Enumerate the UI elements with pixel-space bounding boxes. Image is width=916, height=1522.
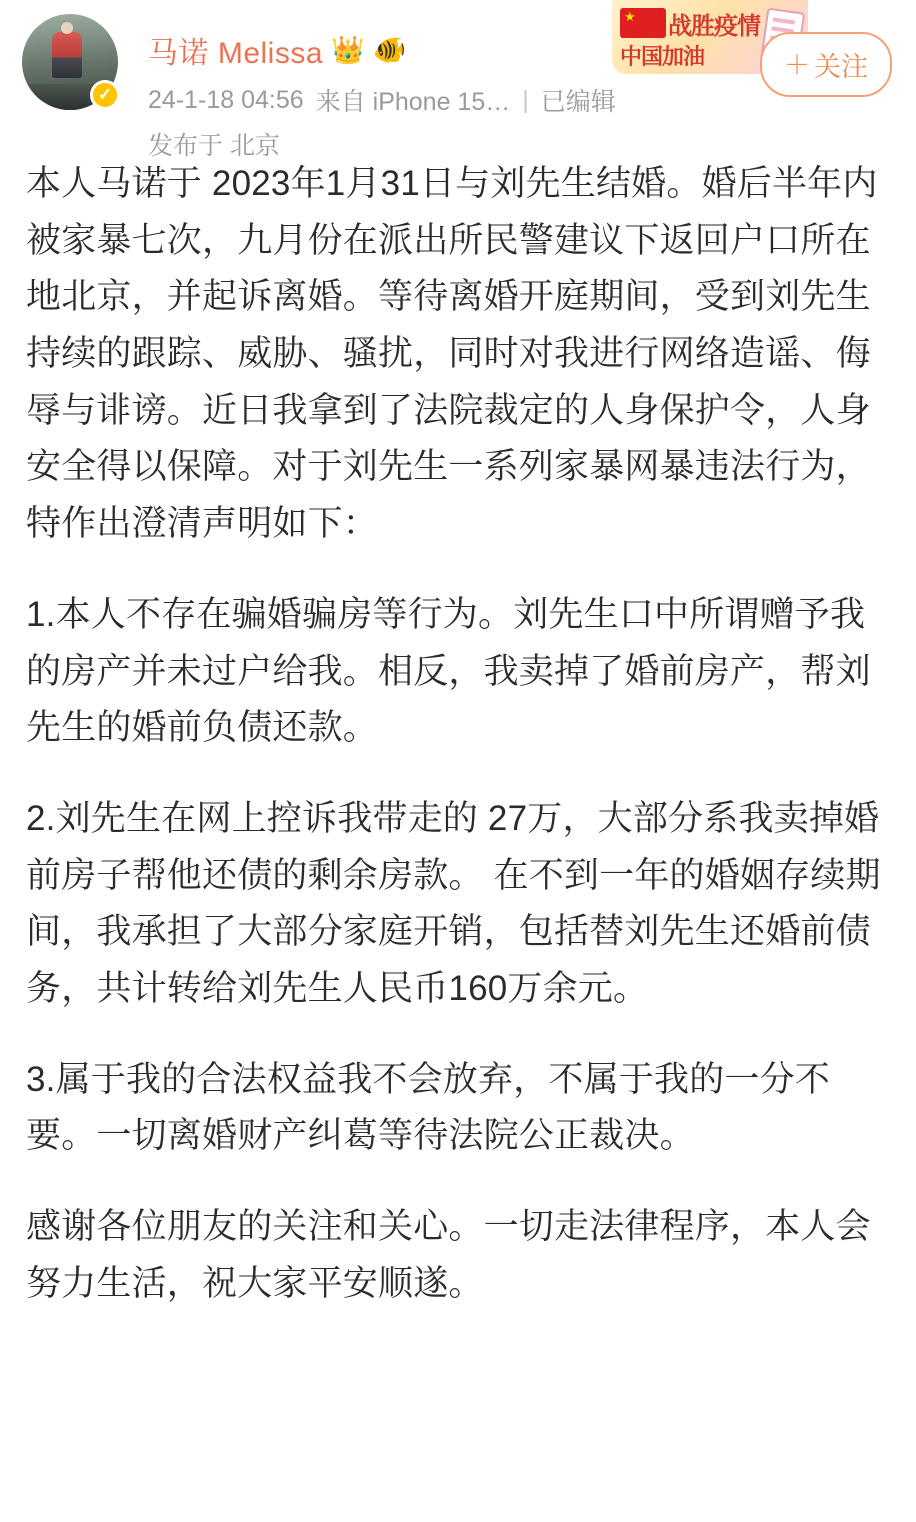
post-paragraph: 感谢各位朋友的关注和关心。一切走法律程序，本人会努力生活，祝大家平安顺遂。 <box>26 1207 871 1303</box>
follow-button-label: 关注 <box>814 52 868 82</box>
post-source[interactable]: 来自 iPhone 15… <box>315 88 511 116</box>
post-header <box>0 0 916 160</box>
meta-divider: | <box>522 85 529 114</box>
post-paragraph: 2.刘先生在网上控诉我带走的 27万，大部分系我卖掉婚前房子帮他还债的剩余房款。 在不到一年的婚姻存续期间，我承担了大部分家庭开销，包括替刘先生还婚前债务，共计转给刘先生人民币160万余元。 <box>26 798 881 1008</box>
crown-emoji-icon: 👑 <box>331 34 365 65</box>
verified-badge-icon: ✓ <box>90 80 120 110</box>
campaign-sticker-line2: 中国加油 <box>620 44 705 69</box>
plus-icon: ＋ <box>783 49 810 80</box>
post-edited-label: 已编辑 <box>540 88 616 116</box>
campaign-sticker-line1: 战胜疫情 <box>668 13 760 40</box>
post-paragraph: 本人马诺于 2023年1月31日与刘先生结婚。婚后半年内被家暴七次，九月份在派出所民警建议下返回户口所在地北京，并起诉离婚。等待离婚开庭期间，受到刘先生持续的跟踪、威胁、骚扰，同时对我进行网络造谣、侮辱与诽谤。近日我拿到了法院裁定的人身保护令，人身安全得以保障。对于刘先生一系列家暴网暴违法行为，特作出澄清声明如下： <box>26 164 878 544</box>
post-timestamp: 24-1-18 04:56 <box>148 85 304 114</box>
post-content <box>0 150 916 1312</box>
post-paragraph: 3.属于我的合法权益我不会放弃，不属于我的一分不要。一切离婚财产纠葛等待法院公正裁决。 <box>26 1059 830 1156</box>
follow-button[interactable] <box>760 32 892 97</box>
avatar[interactable] <box>22 14 118 110</box>
china-flag-icon <box>620 8 666 38</box>
fish-emoji-icon: 🐠 <box>372 34 407 65</box>
avatar-person <box>52 32 82 78</box>
post-paragraph: 1.本人不存在骗婚骗房等行为。刘先生口中所谓赠予我的房产并未过户给我。相反，我卖掉了婚前房产，帮刘先生的婚前负债还款。 <box>26 594 871 748</box>
author-name[interactable]: 马诺 Melissa <box>148 37 324 70</box>
post-location: 发布于 北京 <box>148 132 280 160</box>
